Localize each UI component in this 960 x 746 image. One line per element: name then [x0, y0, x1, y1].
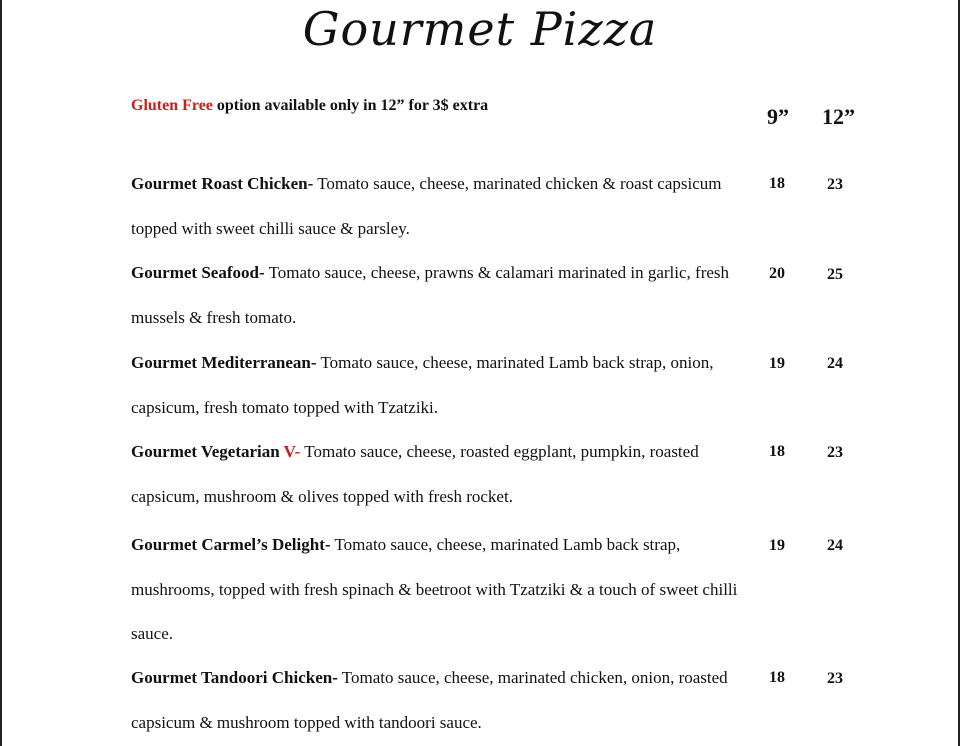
price-12-mediterranean: 24: [827, 355, 843, 372]
size-header-12-inch: 12”: [822, 104, 855, 129]
gluten-free-note: [131, 97, 488, 115]
item-name: Gourmet Vegetarian: [131, 442, 284, 461]
gluten-free-note-text: option available only in 12” for 3$ extra: [212, 97, 489, 114]
menu-item-tandoori-chicken: [131, 656, 741, 745]
item-description: Tomato sauce, cheese, roasted eggplant, pumpkin, roasted capsicum, mushroom & olives topped with fresh rocket.: [131, 442, 699, 506]
price-12-seafood: 25: [827, 266, 843, 283]
item-description: Tomato sauce, cheese, prawns & calamari marinated in garlic, fresh mussels & fresh tomato.: [131, 263, 730, 327]
item-name: Gourmet Roast Chicken-: [131, 174, 314, 193]
price-9-mediterranean: 19: [769, 355, 785, 372]
price-12-roast-chicken: 23: [827, 176, 843, 193]
item-name: Gourmet Tandoori Chicken-: [131, 668, 338, 687]
menu-item-mediterranean: [131, 341, 741, 430]
menu-item-seafood: [131, 251, 741, 340]
price-12-tandoori-chicken: 23: [827, 670, 843, 687]
item-name: Gourmet Seafood-: [131, 263, 265, 282]
size-header-9-inch: 9”: [767, 104, 789, 129]
price-12-carmels-delight: 24: [827, 537, 843, 554]
vegetarian-marker: V-: [283, 442, 301, 461]
item-name: Gourmet Mediterranean-: [131, 353, 317, 372]
item-description: Tomato sauce, cheese, marinated Lamb back strap, onion, capsicum, fresh tomato topped with Tzatziki.: [131, 353, 714, 417]
menu-item-roast-chicken: [131, 162, 741, 251]
item-description: Tomato sauce, cheese, marinated Lamb back strap, mushrooms, topped with fresh spinach & beetroot with Tzatziki & a touch of sweet chilli sauce.: [131, 535, 738, 643]
price-9-seafood: 20: [769, 265, 785, 282]
price-9-vegetarian: 18: [769, 443, 785, 460]
item-description: Tomato sauce, cheese, marinated chicken & roast capsicum topped with sweet chilli sauce & parsley.: [131, 174, 722, 238]
menu-item-carmels-delight: [131, 523, 741, 657]
menu-item-vegetarian: [131, 430, 741, 519]
price-9-carmels-delight: 19: [769, 537, 785, 554]
gluten-free-label: Gluten Free: [131, 97, 213, 114]
menu-title: Gourmet Pizza: [302, 2, 658, 56]
price-9-tandoori-chicken: 18: [769, 669, 785, 686]
item-description: Tomato sauce, cheese, marinated chicken, onion, roasted capsicum & mushroom topped with tandoori sauce.: [131, 668, 728, 732]
item-name: Gourmet Carmel’s Delight-: [131, 535, 331, 554]
price-12-vegetarian: 23: [827, 444, 843, 461]
price-9-roast-chicken: 18: [769, 175, 785, 192]
